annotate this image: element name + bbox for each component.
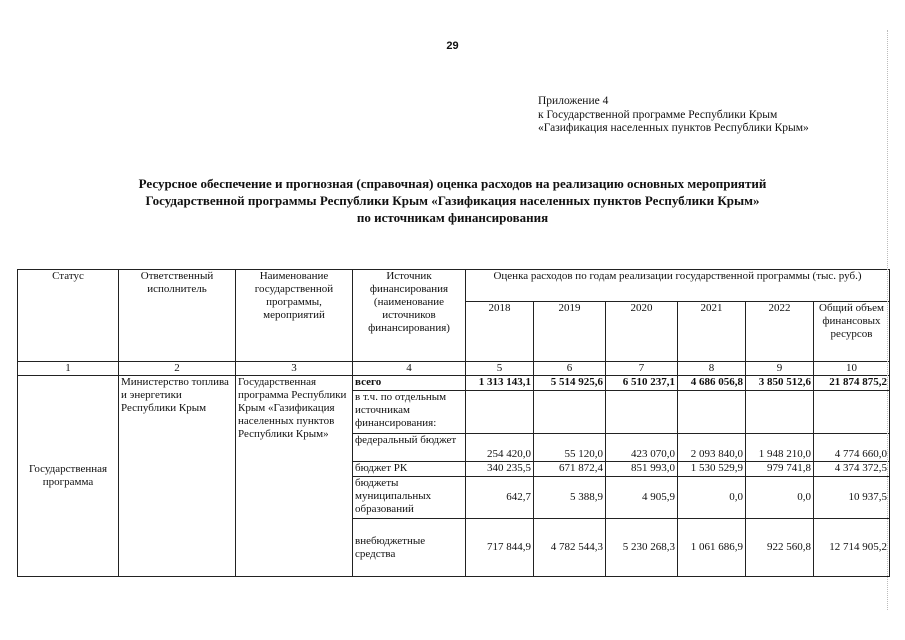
value-cell: 4 374 372,5 (814, 462, 890, 477)
value-cell: 979 741,8 (746, 462, 814, 477)
value-cell: 922 560,8 (746, 519, 814, 577)
value-cell (814, 391, 890, 434)
value-cell: 1 313 143,1 (466, 376, 534, 391)
column-number: 3 (236, 362, 353, 376)
source-cell: федеральный бюджет (353, 434, 466, 462)
value-cell: 1 061 686,9 (678, 519, 746, 577)
column-number: 10 (814, 362, 890, 376)
column-number: 5 (466, 362, 534, 376)
appendix-line: «Газификация населенных пунктов Республики Крым» (538, 122, 809, 134)
value-cell: 12 714 905,2 (814, 519, 890, 577)
column-number: 6 (534, 362, 606, 376)
header-program-name: Наименование государственной программы, мероприятий (236, 270, 353, 362)
header-year: 2018 (466, 302, 534, 362)
value-cell (466, 391, 534, 434)
column-number: 7 (606, 362, 678, 376)
column-number: 8 (678, 362, 746, 376)
source-cell: бюджет РК (353, 462, 466, 477)
header-year: 2019 (534, 302, 606, 362)
value-cell: 851 993,0 (606, 462, 678, 477)
column-number-row (18, 362, 890, 376)
header-year: 2021 (678, 302, 746, 362)
column-number: 9 (746, 362, 814, 376)
value-cell: 717 844,9 (466, 519, 534, 577)
column-number: 4 (353, 362, 466, 376)
column-number: 2 (119, 362, 236, 376)
title-line: Ресурсное обеспечение и прогнозная (справочная) оценка расходов на реализацию основных мероприятий (138, 176, 767, 191)
column-number: 1 (18, 362, 119, 376)
value-cell: 6 510 237,1 (606, 376, 678, 391)
financing-table (17, 269, 890, 577)
scan-edge-mark (887, 30, 892, 610)
value-cell: 4 774 660,0 (814, 434, 890, 462)
source-cell: в т.ч. по отдельным источникам финансирования: (353, 391, 466, 434)
header-estimate: Оценка расходов по годам реализации государственной программы (тыс. руб.) (466, 270, 890, 302)
value-cell: 642,7 (466, 477, 534, 519)
status-cell: Государственная программа (18, 376, 119, 577)
value-cell: 340 235,5 (466, 462, 534, 477)
value-cell: 423 070,0 (606, 434, 678, 462)
header-executor: Ответственный исполнитель (119, 270, 236, 362)
value-cell (746, 391, 814, 434)
header-year: 2022 (746, 302, 814, 362)
appendix-line: к Государственной программе Республики Крым (538, 108, 778, 121)
value-cell: 4 686 056,8 (678, 376, 746, 391)
title-line: по источникам финансирования (356, 210, 549, 225)
value-cell: 5 514 925,6 (534, 376, 606, 391)
value-cell: 254 420,0 (466, 434, 534, 462)
executor-cell: Министерство топлива и энергетики Республики Крым (119, 376, 236, 577)
document-title (40, 175, 865, 226)
header-year: 2020 (606, 302, 678, 362)
header-source: Источник финансирования (наименование источников финансирования) (353, 270, 466, 362)
value-cell (606, 391, 678, 434)
value-cell: 671 872,4 (534, 462, 606, 477)
value-cell: 1 948 210,0 (746, 434, 814, 462)
source-cell: бюджеты муниципальных образований (353, 477, 466, 519)
value-cell (678, 391, 746, 434)
source-cell: внебюджетные средства (353, 519, 466, 577)
value-cell: 2 093 840,0 (678, 434, 746, 462)
appendix-line: Приложение 4 (538, 95, 609, 107)
program-name-cell: Государственная программа Республики Крым «Газификация населенных пунктов Республики Крым» (236, 376, 353, 577)
appendix-note (538, 95, 809, 136)
value-cell: 55 120,0 (534, 434, 606, 462)
value-cell: 4 905,9 (606, 477, 678, 519)
value-cell: 0,0 (678, 477, 746, 519)
header-total: Общий объем финансовых ресурсов (814, 302, 890, 362)
value-cell: 3 850 512,6 (746, 376, 814, 391)
value-cell (534, 391, 606, 434)
value-cell: 5 388,9 (534, 477, 606, 519)
value-cell: 1 530 529,9 (678, 462, 746, 477)
table-row (18, 376, 890, 391)
value-cell: 10 937,5 (814, 477, 890, 519)
value-cell: 4 782 544,3 (534, 519, 606, 577)
header-status: Статус (18, 270, 119, 362)
source-cell: всего (353, 376, 466, 391)
title-line: Государственной программы Республики Крым «Газификация населенных пунктов Республики Крым» (145, 193, 760, 208)
value-cell: 21 874 875,2 (814, 376, 890, 391)
value-cell: 5 230 268,3 (606, 519, 678, 577)
page-number: 29 (446, 40, 459, 52)
value-cell: 0,0 (746, 477, 814, 519)
